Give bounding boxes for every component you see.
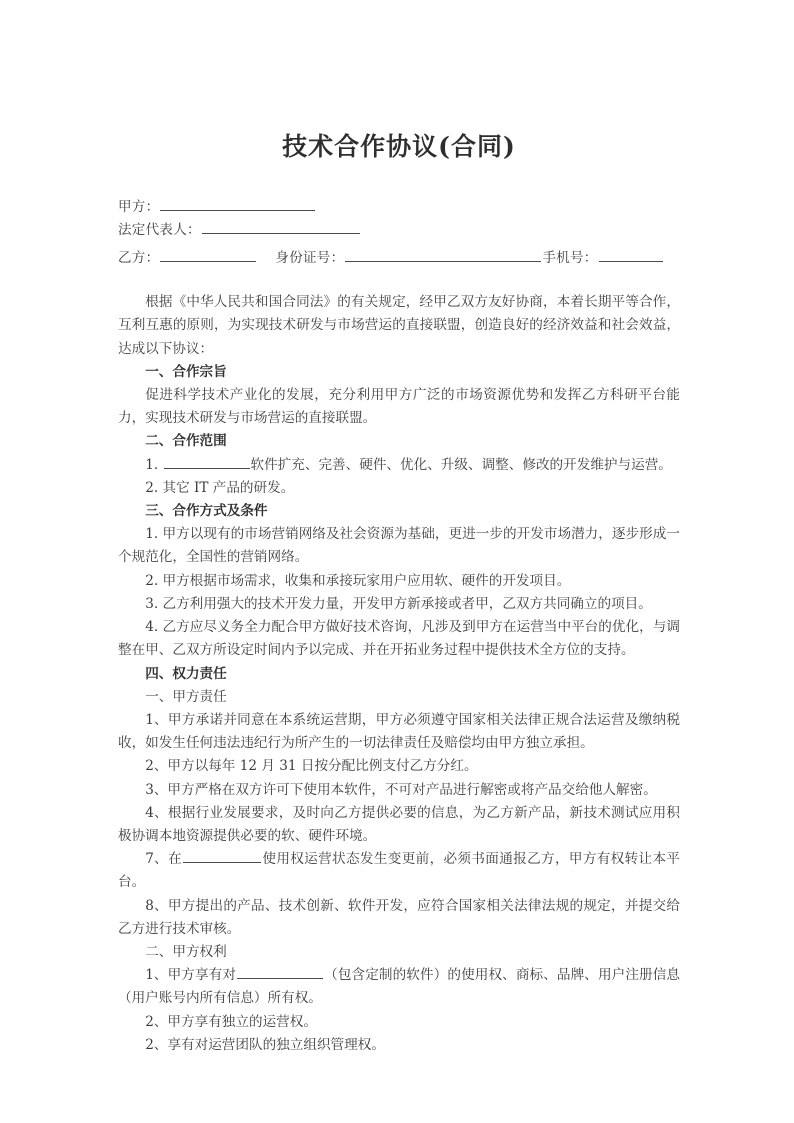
- page-title: 技术合作协议(合同): [282, 132, 516, 161]
- legal-rep-line: [118, 219, 680, 242]
- party-a-duty-3: 3、甲方严格在双方许可下使用本软件，不可对产品进行解密或将产品交给他人解密。: [145, 781, 657, 798]
- preamble-paragraph: 根据《中华人民共和国合同法》的有关规定，经甲乙双方友好协商，本着长期平等合作，互利互惠的原则，为实现技术研发与市场营运的直接联盟，创造良好的经济效益和社会效益，达成以下协议：: [118, 294, 680, 357]
- section-heading-4: 四、权力责任: [145, 665, 227, 682]
- id-number-input-blank[interactable]: [345, 248, 541, 262]
- id-number-label: 身份证号：: [275, 250, 345, 267]
- section-3-item-1: 1. 甲方以现有的市场营销网络及社会资源为基础，更进一步的开发市场潜力，逐步形成一个规范化，全国性的营销网络。: [118, 526, 680, 566]
- party-a-label: 甲方：: [118, 199, 160, 216]
- section-3-item-2: 2. 甲方根据市场需求，收集和承接玩家用户应用软、硬件的开发项目。: [145, 572, 571, 589]
- party-a-duty-4: 4、根据行业发展要求，及时向乙方提供必要的信息，为乙方新产品，新技术测试应用积极协调本地资源提供必要的软、硬件环境。: [118, 804, 680, 844]
- party-a-duty-7-prefix: 7、在: [145, 851, 183, 868]
- party-a-duty-8: 8、甲方提出的产品、技术创新、软件开发，应符合国家相关法律法规的规定，并提交给乙方进行技术审核。: [118, 897, 680, 937]
- section-heading-3: 三、合作方式及条件: [145, 503, 268, 520]
- party-b-input-blank[interactable]: [160, 248, 256, 262]
- phone-input-blank[interactable]: [599, 248, 663, 262]
- section-2-item-1-number: 1.: [145, 456, 159, 473]
- party-a-right-1-blank[interactable]: [237, 966, 323, 979]
- party-a-right-1-text: （包含定制的软件）的使用权、商标、品牌、用户注册信息（用户账号内所有信息）所有权。: [118, 967, 681, 1007]
- section-heading-2: 二、合作范围: [145, 433, 227, 450]
- party-a-duty-1: 1、甲方承诺并同意在本系统运营期，甲方必须遵守国家相关法律正规合法运营及缴纳税收，如发生任何违法违纪行为所产生的一切法律责任及赔偿均由甲方独立承担。: [118, 711, 680, 752]
- party-a-input-blank[interactable]: [160, 197, 315, 211]
- party-b-label: 乙方：: [118, 250, 160, 267]
- section-3-item-3: 3. 乙方利用强大的技术开发力量，开发甲方新承接或者甲，乙双方共同确立的项目。: [145, 595, 652, 612]
- section-3-item-4: 4. 乙方应尽义务全力配合甲方做好技术咨询，凡涉及到甲方在运营当中平台的优化，与调整在甲、乙双方所设定时间内予以完成、并在开拓业务过程中提供技术全方位的支持。: [118, 619, 680, 659]
- section-heading-1: 一、合作宗旨: [145, 363, 227, 380]
- party-a-duty-7: [118, 848, 680, 894]
- party-a-right-1-prefix: 1、甲方享有对: [145, 967, 237, 984]
- party-a-right-2: 2、甲方享有独立的运营权。: [145, 1013, 317, 1030]
- party-fields-block: [118, 196, 680, 270]
- party-a-duty-2: 2、甲方以每年 12 月 31 日按分配比例支付乙方分红。: [145, 758, 478, 775]
- party-a-right-3: 2、享有对运营团队的独立组织管理权。: [145, 1036, 385, 1053]
- subsection-heading-party-a-duties: 一、甲方责任: [145, 688, 227, 705]
- party-a-duty-7-text: 使用权运营状态发生变更前，必须书面通报乙方，甲方有权转让本平台。: [118, 851, 680, 891]
- legal-rep-input-blank[interactable]: [202, 220, 360, 234]
- party-a-duty-7-blank[interactable]: [183, 850, 261, 863]
- phone-label: 手机号：: [542, 250, 598, 267]
- section-2-item-1-text: 软件扩充、完善、硬件、优化、升级、调整、修改的开发维护与运营。: [250, 456, 672, 473]
- subsection-heading-party-a-rights: 二、甲方权利: [145, 943, 227, 960]
- party-a-line: [118, 196, 680, 219]
- party-b-line: [118, 247, 680, 270]
- section-2-item-1-blank[interactable]: [164, 456, 250, 469]
- party-a-right-1: [118, 964, 680, 1010]
- section-2-item-2: 2. 其它 IT 产品的研发。: [145, 479, 295, 496]
- document-body: [118, 291, 680, 1057]
- section-1-paragraph: 促进科学技术产业化的发展，充分利用甲方广泛的市场资源优势和发挥乙方科研平台能力，实现技术研发与市场营运的直接联盟。: [118, 387, 680, 427]
- legal-rep-label: 法定代表人：: [118, 222, 201, 239]
- section-2-item-1: [118, 454, 680, 477]
